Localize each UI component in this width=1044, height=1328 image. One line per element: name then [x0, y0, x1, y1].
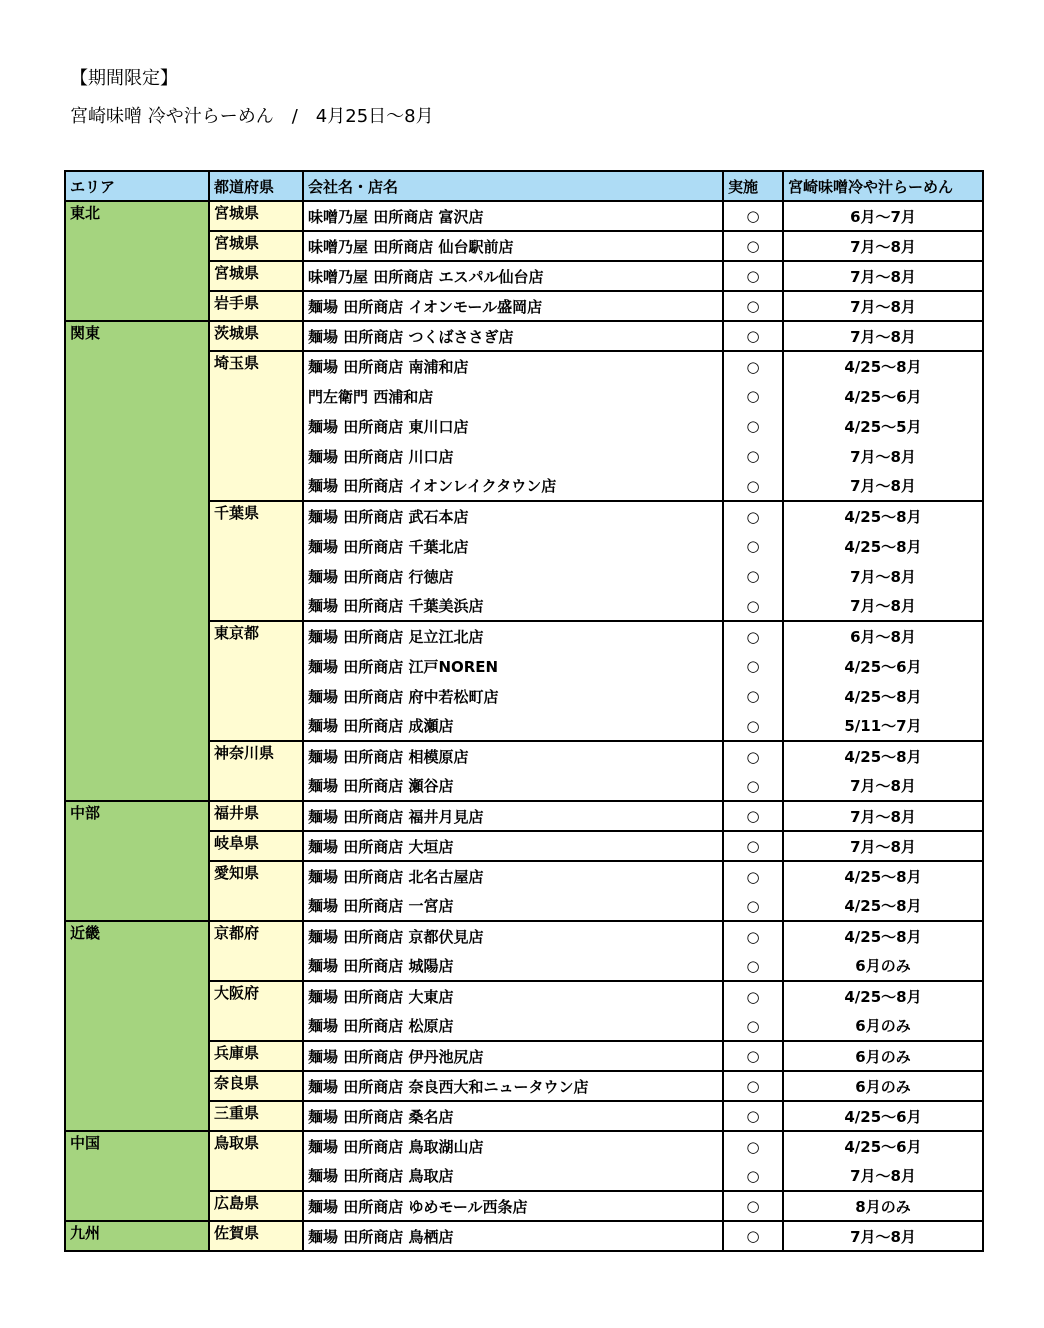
area-cell: 東北	[65, 201, 209, 321]
period-cell: 6月のみ	[783, 1041, 983, 1071]
prefecture-cell: 兵庫県	[209, 1041, 303, 1071]
shop-cell: 麺場 田所商店 千葉北店	[303, 531, 723, 561]
period-cell: 7月～8月	[783, 441, 983, 471]
shop-cell: 麺場 田所商店 瀬谷店	[303, 771, 723, 801]
period-cell: 5/11～7月	[783, 711, 983, 741]
period-cell: 4/25～8月	[783, 891, 983, 921]
implemented-mark: ○	[723, 201, 783, 231]
implemented-mark: ○	[723, 771, 783, 801]
period-cell: 6月のみ	[783, 1071, 983, 1101]
period-cell: 4/25～8月	[783, 861, 983, 891]
implemented-mark: ○	[723, 951, 783, 981]
shop-cell: 麺場 田所商店 イオンレイクタウン店	[303, 471, 723, 501]
implemented-mark: ○	[723, 621, 783, 651]
page-title: 宮崎味噌 冷や汁らーめん / 4月25日～8月	[70, 106, 434, 127]
implemented-mark: ○	[723, 1041, 783, 1071]
period-cell: 7月～8月	[783, 591, 983, 621]
period-cell: 7月～8月	[783, 321, 983, 351]
prefecture-cell: 東京都	[209, 621, 303, 741]
shop-cell: 麺場 田所商店 奈良西大和ニュータウン店	[303, 1071, 723, 1101]
shop-cell: 味噌乃屋 田所商店 富沢店	[303, 201, 723, 231]
period-cell: 7月～8月	[783, 801, 983, 831]
shop-cell: 麺場 田所商店 武石本店	[303, 501, 723, 531]
implemented-mark: ○	[723, 801, 783, 831]
implemented-mark: ○	[723, 351, 783, 381]
shop-cell: 麺場 田所商店 足立江北店	[303, 621, 723, 651]
implemented-mark: ○	[723, 1161, 783, 1191]
period-cell: 6月～8月	[783, 621, 983, 651]
period-cell: 6月～7月	[783, 201, 983, 231]
implemented-mark: ○	[723, 921, 783, 951]
prefecture-cell: 愛知県	[209, 861, 303, 921]
table-header-row	[65, 171, 983, 201]
shop-cell: 門左衛門 西浦和店	[303, 381, 723, 411]
period-cell: 7月～8月	[783, 1161, 983, 1191]
period-cell: 6月のみ	[783, 951, 983, 981]
prefecture-cell: 広島県	[209, 1191, 303, 1221]
period-cell: 6月のみ	[783, 1011, 983, 1041]
period-cell: 7月～8月	[783, 771, 983, 801]
prefecture-cell: 宮城県	[209, 231, 303, 261]
table-row	[65, 321, 983, 351]
period-cell: 4/25～6月	[783, 651, 983, 681]
implemented-mark: ○	[723, 891, 783, 921]
period-cell: 4/25～8月	[783, 351, 983, 381]
implemented-mark: ○	[723, 681, 783, 711]
shop-cell: 麺場 田所商店 松原店	[303, 1011, 723, 1041]
shop-cell: 味噌乃屋 田所商店 仙台駅前店	[303, 231, 723, 261]
implemented-mark: ○	[723, 441, 783, 471]
period-cell: 4/25～8月	[783, 531, 983, 561]
prefecture-cell: 京都府	[209, 921, 303, 981]
period-cell: 4/25～8月	[783, 981, 983, 1011]
shop-cell: 麺場 田所商店 一宮店	[303, 891, 723, 921]
prefecture-cell: 奈良県	[209, 1071, 303, 1101]
implemented-mark: ○	[723, 1221, 783, 1251]
prefecture-cell: 茨城県	[209, 321, 303, 351]
shop-cell: 麺場 田所商店 大東店	[303, 981, 723, 1011]
shop-cell: 麺場 田所商店 大垣店	[303, 831, 723, 861]
implemented-mark: ○	[723, 411, 783, 441]
table-body	[65, 201, 983, 1251]
implemented-mark: ○	[723, 531, 783, 561]
implemented-mark: ○	[723, 561, 783, 591]
implemented-mark: ○	[723, 861, 783, 891]
header-prefecture: 都道府県	[209, 171, 303, 201]
implemented-mark: ○	[723, 831, 783, 861]
implemented-mark: ○	[723, 711, 783, 741]
area-cell: 中国	[65, 1131, 209, 1221]
shop-cell: 麺場 田所商店 イオンモール盛岡店	[303, 291, 723, 321]
shop-cell: 麺場 田所商店 ゆめモール西条店	[303, 1191, 723, 1221]
shop-cell: 麺場 田所商店 鳥取店	[303, 1161, 723, 1191]
shop-cell: 麺場 田所商店 北名古屋店	[303, 861, 723, 891]
store-table	[64, 170, 984, 1252]
implemented-mark: ○	[723, 741, 783, 771]
shop-cell: 麺場 田所商店 鳥取湖山店	[303, 1131, 723, 1161]
table-row	[65, 1131, 983, 1161]
shop-cell: 麺場 田所商店 桑名店	[303, 1101, 723, 1131]
shop-cell: 麺場 田所商店 行徳店	[303, 561, 723, 591]
period-cell: 4/25～8月	[783, 921, 983, 951]
shop-cell: 麺場 田所商店 つくばささぎ店	[303, 321, 723, 351]
period-cell: 4/25～8月	[783, 741, 983, 771]
period-cell: 7月～8月	[783, 231, 983, 261]
implemented-mark: ○	[723, 321, 783, 351]
shop-cell: 麺場 田所商店 千葉美浜店	[303, 591, 723, 621]
period-cell: 8月のみ	[783, 1191, 983, 1221]
implemented-mark: ○	[723, 1071, 783, 1101]
shop-cell: 麺場 田所商店 南浦和店	[303, 351, 723, 381]
area-cell: 関東	[65, 321, 209, 801]
prefecture-cell: 三重県	[209, 1101, 303, 1131]
header-shop: 会社名・店名	[303, 171, 723, 201]
prefecture-cell: 大阪府	[209, 981, 303, 1041]
period-cell: 7月～8月	[783, 1221, 983, 1251]
shop-cell: 麺場 田所商店 伊丹池尻店	[303, 1041, 723, 1071]
table-row	[65, 921, 983, 951]
period-cell: 7月～8月	[783, 471, 983, 501]
implemented-mark: ○	[723, 591, 783, 621]
implemented-mark: ○	[723, 1011, 783, 1041]
shop-cell: 麺場 田所商店 江戸NOREN	[303, 651, 723, 681]
shop-cell: 麺場 田所商店 府中若松町店	[303, 681, 723, 711]
implemented-mark: ○	[723, 981, 783, 1011]
table-row	[65, 801, 983, 831]
implemented-mark: ○	[723, 381, 783, 411]
shop-cell: 麺場 田所商店 鳥栖店	[303, 1221, 723, 1251]
prefecture-cell: 宮城県	[209, 261, 303, 291]
implemented-mark: ○	[723, 291, 783, 321]
implemented-mark: ○	[723, 261, 783, 291]
prefecture-cell: 埼玉県	[209, 351, 303, 501]
implemented-mark: ○	[723, 1101, 783, 1131]
prefecture-cell: 千葉県	[209, 501, 303, 621]
shop-cell: 麺場 田所商店 城陽店	[303, 951, 723, 981]
prefecture-cell: 神奈川県	[209, 741, 303, 801]
area-cell: 九州	[65, 1221, 209, 1251]
shop-cell: 麺場 田所商店 東川口店	[303, 411, 723, 441]
period-cell: 7月～8月	[783, 561, 983, 591]
period-cell: 7月～8月	[783, 831, 983, 861]
implemented-mark: ○	[723, 471, 783, 501]
prefecture-cell: 岩手県	[209, 291, 303, 321]
area-cell: 中部	[65, 801, 209, 921]
prefecture-cell: 岐阜県	[209, 831, 303, 861]
implemented-mark: ○	[723, 651, 783, 681]
shop-cell: 麺場 田所商店 相模原店	[303, 741, 723, 771]
prefecture-cell: 佐賀県	[209, 1221, 303, 1251]
period-cell: 7月～8月	[783, 261, 983, 291]
implemented-mark: ○	[723, 1191, 783, 1221]
table-row	[65, 1221, 983, 1251]
period-cell: 4/25～6月	[783, 1101, 983, 1131]
prefecture-cell: 鳥取県	[209, 1131, 303, 1191]
period-cell: 4/25～6月	[783, 1131, 983, 1161]
header-period: 宮崎味噌冷や汁らーめん	[783, 171, 983, 201]
period-cell: 7月～8月	[783, 291, 983, 321]
shop-cell: 麺場 田所商店 川口店	[303, 441, 723, 471]
prefecture-cell: 福井県	[209, 801, 303, 831]
period-cell: 4/25～6月	[783, 381, 983, 411]
implemented-mark: ○	[723, 1131, 783, 1161]
shop-cell: 味噌乃屋 田所商店 エスパル仙台店	[303, 261, 723, 291]
header-implemented: 実施	[723, 171, 783, 201]
implemented-mark: ○	[723, 231, 783, 261]
shop-cell: 麺場 田所商店 成瀬店	[303, 711, 723, 741]
area-cell: 近畿	[65, 921, 209, 1131]
page-label: 【期間限定】	[70, 68, 178, 89]
prefecture-cell: 宮城県	[209, 201, 303, 231]
implemented-mark: ○	[723, 501, 783, 531]
period-cell: 4/25～8月	[783, 501, 983, 531]
shop-cell: 麺場 田所商店 福井月見店	[303, 801, 723, 831]
table-row	[65, 201, 983, 231]
shop-cell: 麺場 田所商店 京都伏見店	[303, 921, 723, 951]
period-cell: 4/25～5月	[783, 411, 983, 441]
period-cell: 4/25～8月	[783, 681, 983, 711]
header-area: エリア	[65, 171, 209, 201]
